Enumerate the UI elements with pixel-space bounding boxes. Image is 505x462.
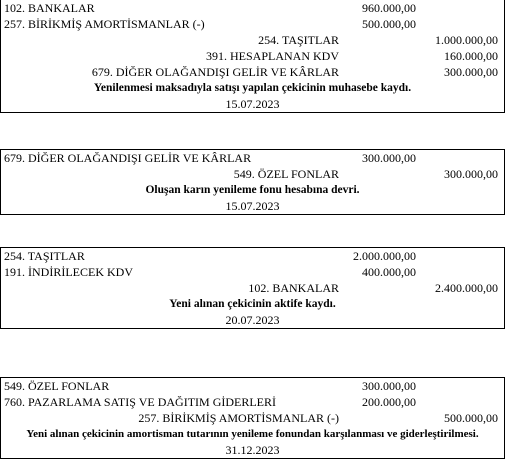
journal-line — [1, 264, 504, 280]
entry-description: Yenilenmesi maksadıyla satışı yapılan çekicinin muhasebe kaydı. — [93, 82, 412, 94]
journal-entry-4 — [0, 377, 505, 459]
journal-line — [1, 150, 504, 166]
journal-line — [1, 280, 504, 296]
journal-line — [1, 16, 504, 32]
entry-date: 31.12.2023 — [225, 443, 280, 457]
journal-line — [1, 32, 504, 48]
journal-line — [1, 378, 504, 394]
journal-line — [1, 48, 504, 64]
entry-description: Yeni alınan çekicinin aktife kaydı. — [169, 298, 336, 310]
account-name: 102. BANKALAR — [248, 281, 339, 295]
journal-entry-2 — [0, 149, 505, 215]
account-name: 549. ÖZEL FONLAR — [4, 379, 110, 393]
journal-line — [1, 248, 504, 264]
entry-date: 15.07.2023 — [225, 97, 280, 111]
entry-date: 15.07.2023 — [225, 199, 280, 213]
debit-amount: 2.000.000,00 — [353, 249, 416, 263]
account-name: 760. PAZARLAMA SATIŞ VE DAĞITIM GİDERLERİ — [4, 395, 277, 409]
account-name: 254. TAŞITLAR — [4, 249, 85, 263]
journal-line — [1, 64, 504, 80]
journal-entry-3 — [0, 247, 505, 329]
credit-amount: 300.000,00 — [444, 167, 498, 181]
credit-amount: 1.000.000,00 — [435, 33, 498, 47]
account-name: 257. BİRİKMİŞ AMORTİSMANLAR (-) — [4, 17, 205, 31]
account-name: 549. ÖZEL FONLAR — [233, 167, 339, 181]
account-name: 102. BANKALAR — [4, 1, 95, 15]
entry-description: Yeni alınan çekicinin amortisman tutarının yenileme fonundan karşılanması ve giderleştirilmesi. — [26, 428, 479, 440]
entry-date: 20.07.2023 — [225, 313, 280, 327]
journal-line — [1, 166, 504, 182]
journal-line — [1, 394, 504, 410]
debit-amount: 500.000,00 — [362, 17, 416, 31]
debit-amount: 200.000,00 — [362, 395, 416, 409]
credit-amount: 2.400.000,00 — [435, 281, 498, 295]
credit-amount: 500.000,00 — [444, 411, 498, 425]
debit-amount: 400.000,00 — [362, 265, 416, 279]
journal-line — [1, 410, 504, 426]
account-name: 679. DİĞER OLAĞANDIŞI GELİR VE KÂRLAR — [4, 151, 252, 165]
debit-amount: 300.000,00 — [362, 379, 416, 393]
account-name: 257. BİRİKMİŞ AMORTİSMANLAR (-) — [138, 411, 339, 425]
entry-description: Oluşan karın yenileme fonu hesabına devri. — [145, 184, 360, 196]
account-name: 191. İNDİRİLECEK KDV — [4, 265, 133, 279]
credit-amount: 160.000,00 — [444, 49, 498, 63]
account-name: 391. HESAPLANAN KDV — [205, 49, 339, 63]
debit-amount: 300.000,00 — [362, 151, 416, 165]
account-name: 254. TAŞITLAR — [258, 33, 339, 47]
account-name: 679. DİĞER OLAĞANDIŞI GELİR VE KÂRLAR — [91, 65, 339, 79]
credit-amount: 300.000,00 — [444, 65, 498, 79]
journal-entry-1 — [0, 0, 505, 113]
debit-amount: 960.000,00 — [362, 1, 416, 15]
journal-line — [1, 0, 504, 16]
